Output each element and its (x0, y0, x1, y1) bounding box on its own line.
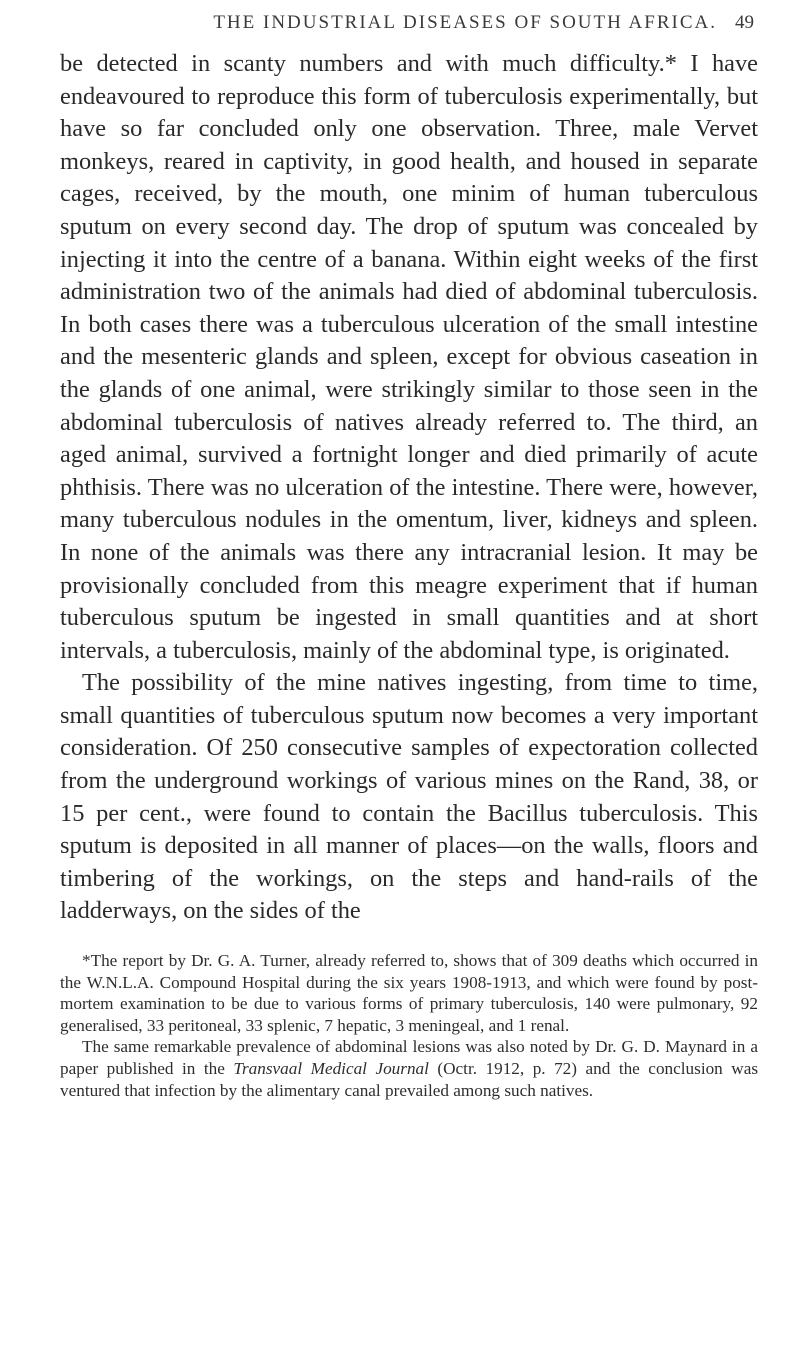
footnote-text-before-journal: The same remarkable prevalence of abdominal lesions was also noted by Dr. G. D. Maynard in a paper published in the (60, 1037, 758, 1078)
journal-title: Transvaal Medical Journal (233, 1059, 429, 1078)
body-text (60, 48, 758, 928)
footnote-paragraph-2 (60, 1036, 758, 1101)
running-head-title: THE INDUSTRIAL DISEASES OF SOUTH AFRICA. (213, 12, 717, 33)
body-paragraph-2: The possibility of the mine natives ingesting, from time to time, small quantities of tuberculous sputum now becomes a very important consideration. Of 250 consecutive samples of expectoration collected from the underground workings of various mines on the Rand, 38, or 15 per cent., were found to contain the Bacillus tuberculosis. This sputum is deposited in all manner of places—on the walls, floors and timbering of the workings, on the steps and hand-rails of the ladderways, on the sides of the (60, 669, 758, 925)
body-paragraph-1: be detected in scanty numbers and with much difficulty.* I have endeavoured to reproduce this form of tuberculosis experimentally, but have so far concluded only one observation. Three, male Vervet monkeys, reared in captivity, in good health, and housed in separate cages, received, by the mouth, one minim of human tuberculous sputum on every second day. The drop of sputum was concealed by injecting it into the centre of a banana. Within eight weeks of the first administration two of the animals had died of abdominal tuberculosis. In both cases there was a tuberculous ulceration of the small intestine and the mesenteric glands and spleen, except for obvious caseation in the glands of one animal, were strikingly similar to those seen in the abdominal tuberculosis of natives already referred to. The third, an aged animal, survived a fortnight longer and died primarily of acute phthisis. There was no ulceration of the intestine. There were, however, many tuberculous nodules in the omentum, liver, kidneys and spleen. In none of the animals was there any intracranial lesion. It may be provisionally concluded from this meagre experiment that if human tuberculous sputum be ingested in small quantities and at short intervals, a tuberculosis, mainly of the abdominal type, is originated. (60, 50, 758, 664)
running-head (60, 12, 758, 48)
page-number: 49 (735, 12, 754, 33)
footnote (60, 950, 758, 1101)
footnote-paragraph-1: *The report by Dr. G. A. Turner, already referred to, shows that of 309 deaths which occurred in the W.N.L.A. Compound Hospital during the six years 1908-1913, and which were found by post-mortem examination to be due to various forms of primary tuberculosis, 140 were pulmonary, 92 generalised, 33 peritoneal, 33 splenic, 7 hepatic, 3 meningeal, and 1 renal. (60, 951, 758, 1035)
footnote-text-after-journal: (Octr. 1912, p. 72) and the conclusion was ventured that infection by the alimentary canal prevailed among such natives. (60, 1059, 759, 1100)
